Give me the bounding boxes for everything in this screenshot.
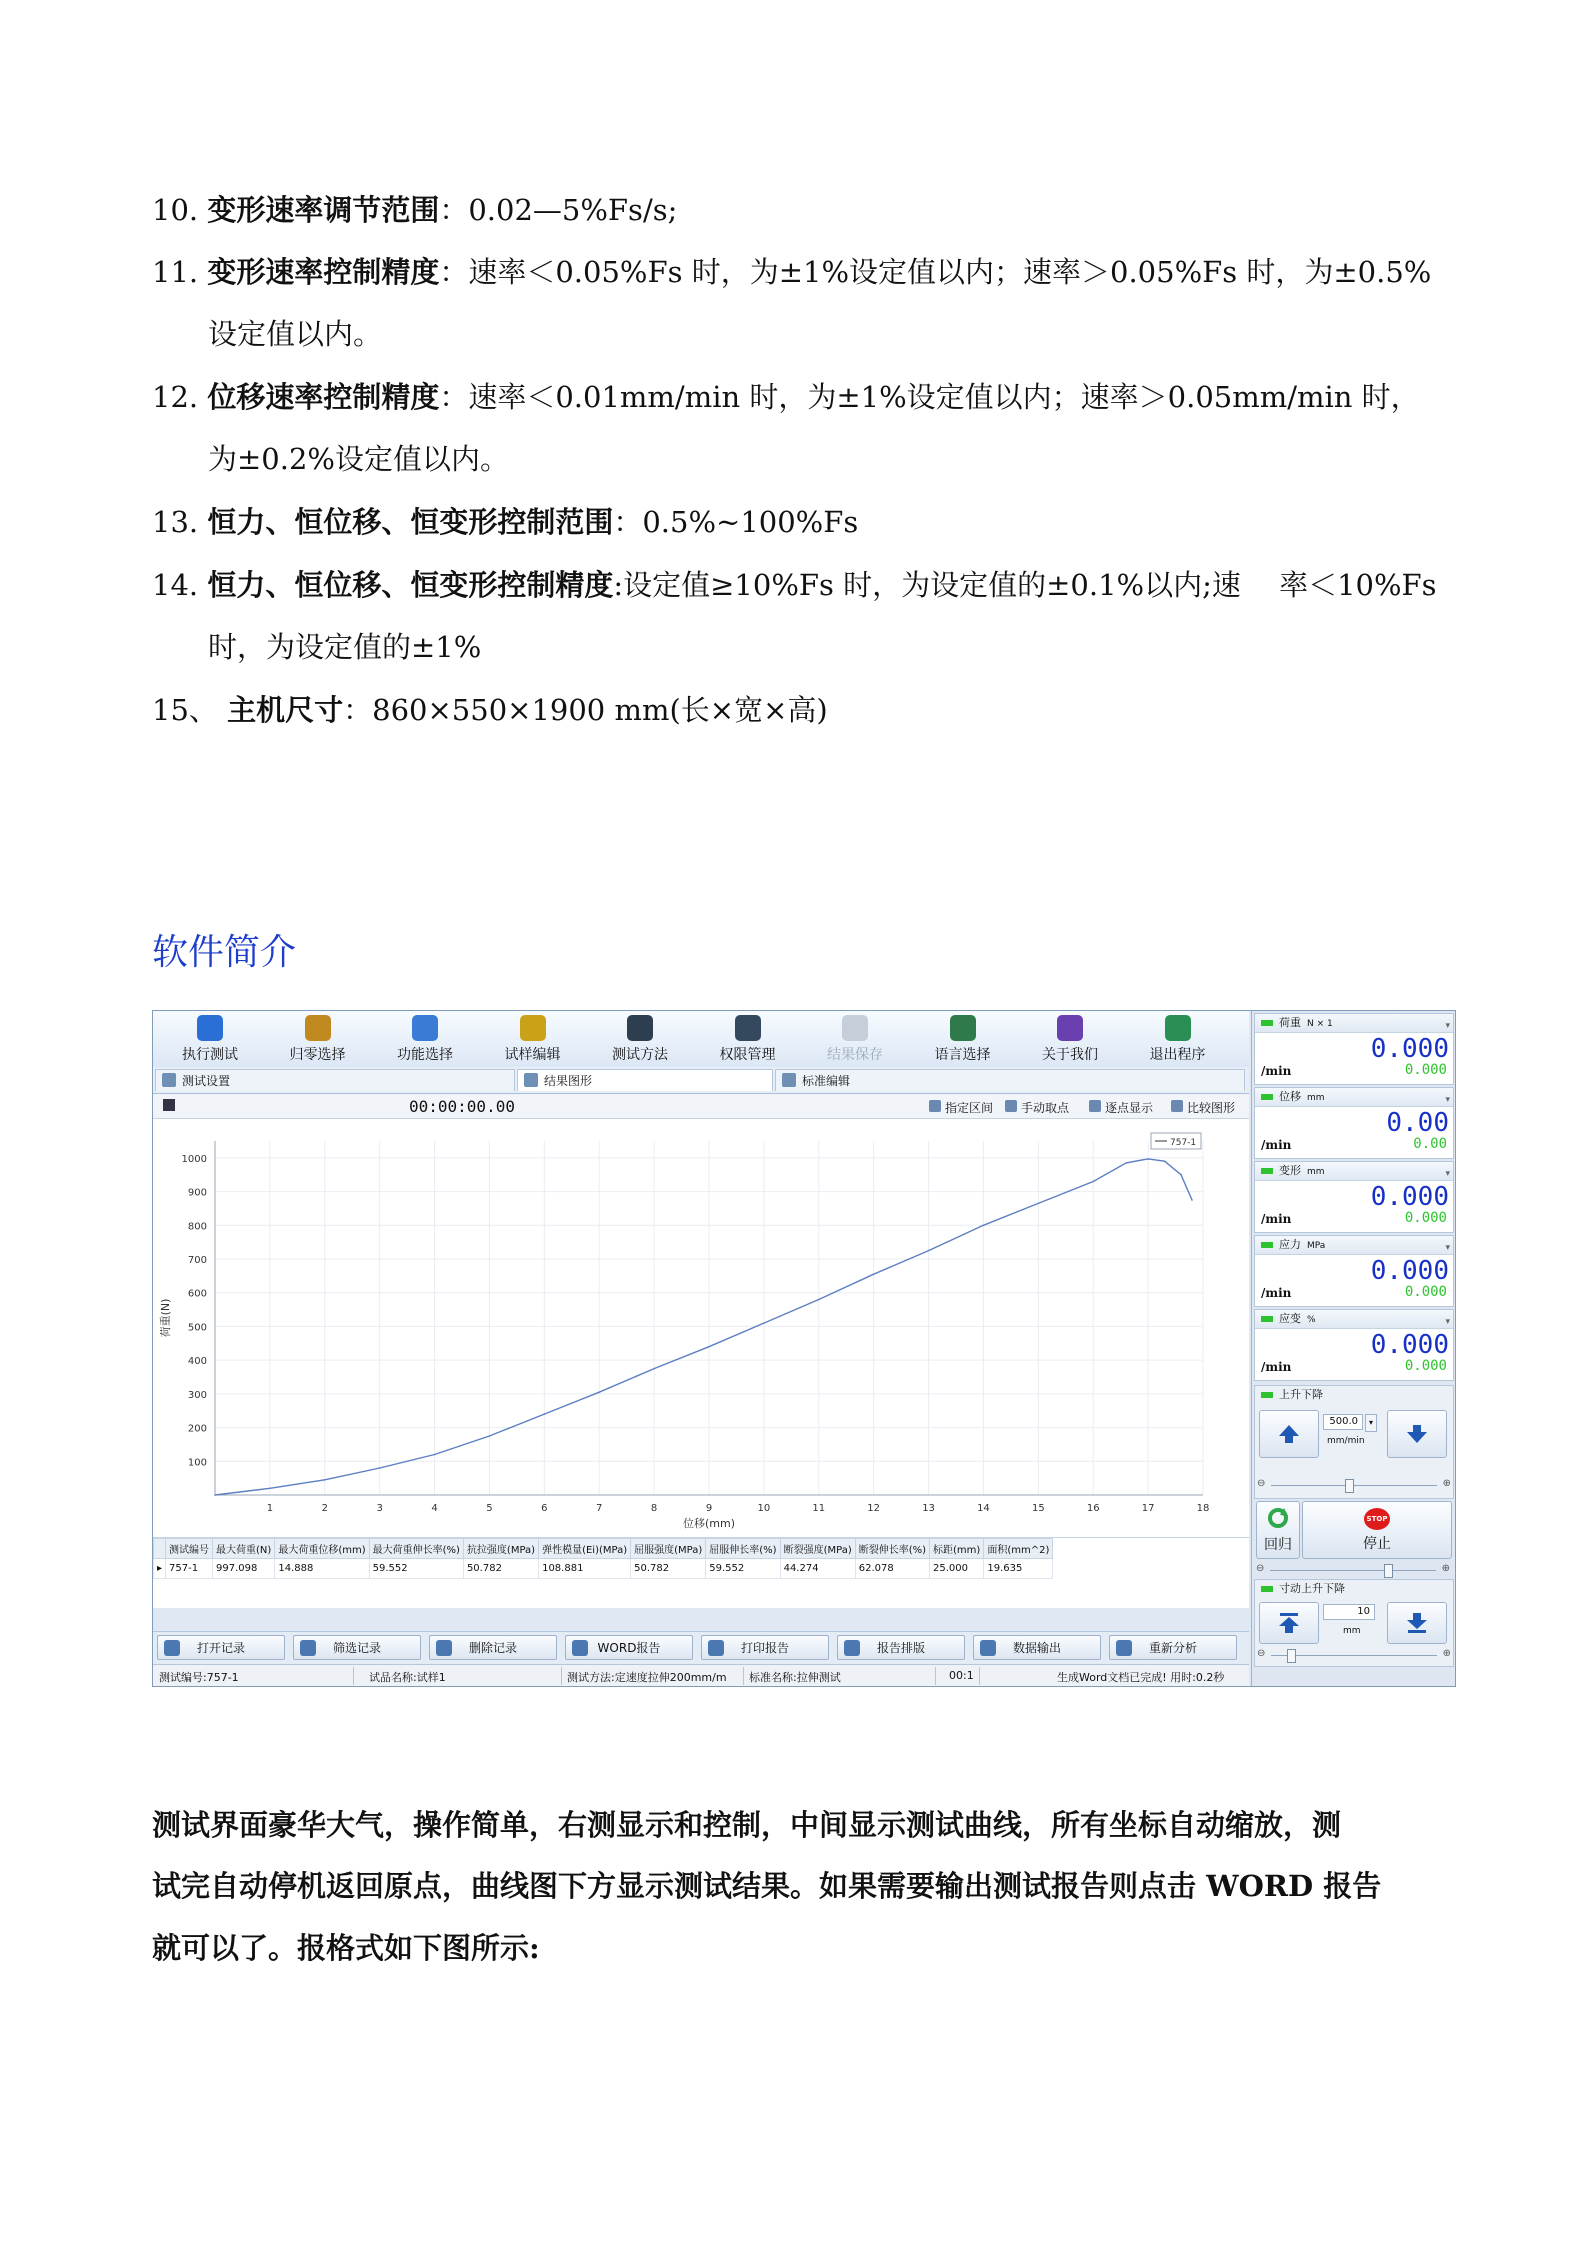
export-icon: [980, 1640, 996, 1656]
tool-label: 逐点显示: [1105, 1101, 1154, 1115]
specify-range-button[interactable]: [929, 1099, 993, 1116]
spec-number: 12.: [152, 380, 199, 414]
action-button-label: 数据输出: [1012, 1641, 1061, 1655]
meter-name: 位移: [1279, 1090, 1301, 1103]
data-point: [1180, 1174, 1182, 1176]
data-point: [928, 1250, 930, 1252]
meter-name: 应变: [1279, 1312, 1301, 1325]
speed-input[interactable]: 500.0: [1323, 1414, 1363, 1430]
jog-slider[interactable]: ⊖ ⊕: [1257, 1648, 1451, 1662]
print-icon: [708, 1640, 724, 1656]
action-button-6[interactable]: [973, 1635, 1101, 1660]
data-point: [983, 1224, 985, 1226]
column-header[interactable]: 最大荷重伸长率(%): [369, 1539, 463, 1559]
y-tick-label: 800: [187, 1221, 207, 1233]
tab-result-graph[interactable]: [517, 1069, 773, 1091]
tab-test-settings[interactable]: [155, 1069, 515, 1091]
spec-label: 位移速率控制精度: [207, 380, 440, 414]
spec-continuation: 设定值以内。: [208, 317, 383, 351]
data-point: [269, 1487, 271, 1489]
tab-label: 测试设置: [182, 1074, 231, 1088]
spec-label: 变形速率调节范围: [207, 193, 440, 227]
spec-text: ：0.5%~100%Fs: [613, 505, 859, 539]
action-button-label: 筛选记录: [332, 1641, 381, 1655]
x-tick-label: 14: [977, 1503, 990, 1514]
toolbar-button-7[interactable]: [918, 1015, 1008, 1065]
return-button[interactable]: 回归: [1256, 1501, 1300, 1559]
tab-bar: [153, 1067, 1249, 1094]
status-led-icon: [1261, 1020, 1273, 1026]
jog-unit: mm: [1343, 1626, 1361, 1636]
section-heading: 软件简介: [152, 932, 297, 973]
status-standard-name: 标准名称:拉伸测试: [749, 1671, 841, 1684]
meter-rate-value: 0.00: [1413, 1136, 1447, 1152]
toolbar-button-3[interactable]: [488, 1015, 578, 1065]
spec-text: :设定值≥10%Fs 时，为设定值的±0.1%以内;速 率＜10%Fs: [613, 568, 1437, 602]
manual-pick-button[interactable]: [1005, 1099, 1069, 1116]
y-tick-label: 600: [187, 1288, 207, 1300]
up-down-section: [1254, 1385, 1454, 1499]
return-icon: [1266, 1506, 1290, 1530]
filter-record-icon: [300, 1640, 316, 1656]
move-up-button[interactable]: [1259, 1410, 1319, 1458]
meter-header[interactable]: [1255, 1310, 1453, 1329]
tab-label: 结果图形: [544, 1074, 593, 1088]
chart-toolbar: [153, 1094, 1249, 1119]
data-point: [324, 1479, 326, 1481]
spec-label: 变形速率控制精度: [207, 255, 440, 289]
table-cell: 997.098: [213, 1559, 275, 1579]
meter-display: [1254, 1161, 1454, 1233]
meter-value: 0.000: [1370, 1256, 1449, 1286]
table-cell: 44.274: [780, 1559, 855, 1579]
test-timer: 00:00:00.00: [409, 1097, 515, 1116]
action-button-label: 打开记录: [196, 1641, 245, 1655]
chevron-down-icon[interactable]: ▾: [1445, 1095, 1450, 1105]
data-point: [214, 1494, 216, 1496]
x-tick-label: 6: [541, 1503, 548, 1514]
standard-edit-icon: [782, 1073, 796, 1087]
status-led-icon: [1261, 1094, 1273, 1100]
x-tick-label: 11: [812, 1503, 826, 1514]
meter-unit: MPa: [1307, 1241, 1326, 1251]
action-button-row: [153, 1631, 1249, 1664]
meter-header[interactable]: [1255, 1088, 1453, 1107]
main-toolbar: [153, 1011, 1249, 1068]
chevron-down-icon[interactable]: ▾: [1445, 1317, 1450, 1327]
meter-unit: mm: [1307, 1093, 1325, 1103]
spec-number: 13.: [152, 505, 199, 539]
data-point: [598, 1391, 600, 1393]
table-cell: 62.078: [855, 1559, 929, 1579]
function-grid-icon: [412, 1015, 438, 1041]
toolbar-button-5[interactable]: [703, 1015, 793, 1065]
column-header[interactable]: 屈服伸长率(%): [706, 1539, 780, 1559]
spec-item-13: [152, 502, 1452, 542]
x-tick-label: 3: [376, 1503, 383, 1514]
toolbar-button-0[interactable]: [165, 1015, 255, 1065]
about-icon: [1057, 1015, 1083, 1041]
column-header[interactable]: 屈服强度(MPa): [631, 1539, 706, 1559]
row-indicator-header: [154, 1539, 166, 1559]
x-tick-label: 9: [705, 1503, 713, 1514]
toolbar-button-label: 功能选择: [397, 1047, 453, 1063]
column-header[interactable]: 抗拉强度(MPa): [463, 1539, 538, 1559]
settings-icon: [162, 1073, 176, 1087]
meter-header[interactable]: [1255, 1162, 1453, 1181]
status-test-method: 测试方法:定速度拉伸200mm/m: [567, 1671, 727, 1684]
x-axis-label: 位移(mm): [682, 1517, 736, 1530]
meter-name: 荷重: [1279, 1016, 1301, 1029]
column-header[interactable]: 最大荷重位移(mm): [275, 1539, 369, 1559]
y-tick-label: 200: [187, 1423, 207, 1435]
jog-down-icon: [1405, 1611, 1429, 1635]
spec-item-14: [152, 565, 1452, 664]
meter-value: 0.000: [1370, 1330, 1449, 1360]
spec-label: 主机尺寸: [227, 693, 344, 727]
table-cell: 50.782: [631, 1559, 706, 1579]
meter-display: [1254, 1309, 1454, 1381]
toolbar-button-label: 权限管理: [719, 1047, 776, 1063]
meter-rate-value: 0.000: [1404, 1210, 1447, 1226]
spec-continuation: 时，为设定值的±1%: [208, 630, 482, 664]
x-tick-label: 8: [650, 1503, 658, 1514]
y-axis-label: 荷重(N): [159, 1298, 172, 1338]
jog-input[interactable]: 10: [1323, 1604, 1375, 1620]
spec-label: 恒力、恒位移、恒变形控制精度: [207, 568, 614, 602]
toolbar-button-1[interactable]: [273, 1015, 363, 1065]
x-tick-label: 5: [486, 1503, 493, 1514]
meter-value: 0.000: [1370, 1182, 1449, 1212]
table-cell: 757-1: [166, 1559, 213, 1579]
meter-name: 变形: [1279, 1164, 1301, 1177]
data-point: [434, 1454, 436, 1456]
action-button-label: 打印报告: [740, 1641, 789, 1655]
delete-record-icon: [436, 1640, 452, 1656]
meter-rate-value: 0.000: [1404, 1062, 1447, 1078]
spec-item-12: [152, 377, 1452, 476]
toolbar-button-9[interactable]: [1133, 1015, 1223, 1065]
move-down-button[interactable]: [1387, 1410, 1447, 1458]
description-line-3: 就可以了。报格式如下图所示:: [152, 1931, 540, 1965]
speed-slider[interactable]: ⊖ ⊕: [1257, 1478, 1451, 1492]
stop-button[interactable]: STOP 停止: [1302, 1501, 1452, 1559]
chevron-down-icon[interactable]: ▾: [1445, 1243, 1450, 1253]
spec-number: 15、: [152, 693, 218, 727]
save-result-icon: [842, 1015, 868, 1041]
y-tick-label: 500: [187, 1322, 207, 1334]
x-tick-label: 4: [431, 1503, 438, 1514]
x-tick-label: 12: [867, 1503, 881, 1514]
spec-text: ：860×550×1900 mm(长×宽×高): [343, 693, 828, 727]
x-tick-label: 17: [1141, 1503, 1155, 1514]
toolbar-button-2[interactable]: [380, 1015, 470, 1065]
status-led-icon: [1261, 1242, 1273, 1248]
table-cell: 14.888: [275, 1559, 369, 1579]
tool-label: 比较图形: [1187, 1101, 1236, 1115]
load-displacement-chart: [153, 1119, 1249, 1537]
action-button-1[interactable]: [293, 1635, 421, 1660]
meter-value: 0.000: [1370, 1034, 1449, 1064]
legend-label: 757-1: [1170, 1138, 1197, 1148]
action-button-label: 重新分析: [1148, 1641, 1197, 1655]
column-header[interactable]: 面积(mm^2): [984, 1539, 1053, 1559]
speed-unit: mm/min: [1327, 1436, 1365, 1446]
x-tick-label: 15: [1031, 1503, 1045, 1514]
data-point: [873, 1273, 875, 1275]
row-pointer-icon: ▸: [154, 1559, 166, 1579]
meter-value: 0.00: [1386, 1108, 1449, 1138]
action-button-0[interactable]: [157, 1635, 285, 1660]
column-header[interactable]: 测试编号: [166, 1539, 213, 1559]
status-message: 生成Word文档已完成! 用时:0.2秒: [1057, 1671, 1225, 1684]
toolbar-button-label: 测试方法: [612, 1047, 668, 1063]
meter-unit: mm: [1307, 1167, 1325, 1177]
balance-scale-icon: [305, 1015, 331, 1041]
results-table: [153, 1538, 1249, 1608]
column-header[interactable]: 断裂强度(MPa): [780, 1539, 855, 1559]
status-led-icon: [1261, 1316, 1273, 1322]
chevron-down-icon[interactable]: ▾: [1445, 1021, 1450, 1031]
chart-icon: [524, 1073, 538, 1087]
speed-spin-icon[interactable]: ▾: [1365, 1414, 1377, 1432]
status-specimen-name: 试品名称:试样1: [369, 1671, 446, 1684]
toolbar-button-label: 退出程序: [1149, 1047, 1206, 1063]
data-point: [1147, 1158, 1149, 1160]
description-line-2: 试完自动停机返回原点，曲线图下方显示测试结果。如果需要输出测试报告则点击 WORD 报告: [152, 1869, 1382, 1903]
jog-section: [1254, 1579, 1454, 1667]
data-point: [763, 1322, 765, 1324]
status-counter: 00:1: [949, 1669, 974, 1682]
position-slider[interactable]: ⊖ ⊕: [1256, 1563, 1450, 1577]
status-led-icon: [1261, 1168, 1273, 1174]
toolbar-button-label: 试样编辑: [504, 1047, 561, 1063]
data-point: [489, 1435, 491, 1437]
action-button-label: 删除记录: [468, 1641, 517, 1655]
up-arrow-icon: [1277, 1422, 1301, 1446]
x-tick-label: 16: [1086, 1503, 1100, 1514]
data-point: [1038, 1203, 1040, 1205]
open-record-icon: [164, 1640, 180, 1656]
x-tick-label: 1: [266, 1503, 274, 1514]
meter-display: [1254, 1235, 1454, 1307]
tab-label: 标准编辑: [802, 1074, 851, 1088]
action-button-2[interactable]: [429, 1635, 557, 1660]
toolbar-button-6[interactable]: [810, 1015, 900, 1065]
data-point: [653, 1368, 655, 1370]
spec-item-11: [152, 252, 1452, 351]
compare-graph-button[interactable]: [1171, 1099, 1235, 1116]
data-point: [1191, 1199, 1193, 1201]
table-cell: 50.782: [463, 1559, 538, 1579]
action-button-4[interactable]: [701, 1635, 829, 1660]
spec-number: 11.: [152, 255, 199, 289]
spec-text: ：0.02—5%Fs/s;: [439, 193, 678, 227]
stop-sign-icon: STOP: [1364, 1508, 1390, 1530]
specimen-edit-icon: [520, 1015, 546, 1041]
spec-text: ：速率＜0.01mm/min 时，为±1%设定值以内；速率＞0.05mm/min 时，: [439, 380, 1420, 414]
status-bar: [153, 1664, 1249, 1687]
table-cell: 59.552: [369, 1559, 463, 1579]
spec-number: 10.: [152, 193, 199, 227]
toolbar-button-4[interactable]: [595, 1015, 685, 1065]
layout-icon: [844, 1640, 860, 1656]
meter-name: 应力: [1279, 1238, 1301, 1251]
table-row[interactable]: [154, 1559, 1053, 1579]
data-point: [818, 1299, 820, 1301]
action-button-3[interactable]: [565, 1635, 693, 1660]
toolbar-button-label: 归零选择: [289, 1047, 346, 1063]
x-tick-label: 18: [1196, 1503, 1210, 1514]
y-tick-label: 700: [187, 1255, 207, 1266]
points-icon: [1089, 1100, 1101, 1112]
down-arrow-icon: [1405, 1422, 1429, 1446]
spec-continuation: 为±0.2%设定值以内。: [208, 442, 509, 476]
y-tick-label: 1000: [181, 1153, 207, 1165]
table-cell: 59.552: [706, 1559, 780, 1579]
meter-unit: %: [1307, 1315, 1316, 1325]
data-point: [1092, 1181, 1094, 1183]
method-flow-icon: [627, 1015, 653, 1041]
jog-up-icon: [1277, 1611, 1301, 1635]
save-icon[interactable]: [163, 1099, 175, 1111]
point-display-button[interactable]: [1089, 1099, 1153, 1116]
y-tick-label: 300: [187, 1389, 207, 1401]
hand-icon: [1005, 1100, 1017, 1112]
y-tick-label: 400: [187, 1356, 207, 1368]
column-header[interactable]: 弹性模量(Ei)(MPa): [539, 1539, 631, 1559]
status-test-id: 测试编号:757-1: [159, 1671, 239, 1684]
action-button-7[interactable]: [1109, 1635, 1237, 1660]
column-header[interactable]: 最大荷重(N): [213, 1539, 275, 1559]
data-point: [379, 1467, 381, 1469]
jog-up-button[interactable]: [1259, 1602, 1319, 1644]
exit-door-icon: [1165, 1015, 1191, 1041]
tool-label: 指定区间: [945, 1101, 994, 1115]
jog-down-button[interactable]: [1387, 1602, 1447, 1644]
y-tick-label: 100: [187, 1457, 207, 1469]
users-icon: [735, 1015, 761, 1041]
meter-rate-unit: /min: [1261, 1286, 1292, 1300]
column-header[interactable]: 标距(mm): [930, 1539, 984, 1559]
x-tick-label: 2: [321, 1503, 328, 1514]
toolbar-button-label: 关于我们: [1042, 1047, 1098, 1063]
meter-rate-value: 0.000: [1404, 1358, 1447, 1374]
x-tick-label: 10: [757, 1503, 771, 1514]
language-head-icon: [950, 1015, 976, 1041]
meter-rate-value: 0.000: [1404, 1284, 1447, 1300]
run-test-icon: [197, 1015, 223, 1041]
table-cell: 108.881: [539, 1559, 631, 1579]
spec-number: 14.: [152, 568, 199, 602]
spec-item-15: [152, 690, 1452, 730]
action-button-label: 报告排版: [876, 1641, 925, 1655]
table-cell: 19.635: [984, 1559, 1053, 1579]
meter-header[interactable]: [1255, 1014, 1453, 1033]
action-button-5[interactable]: [837, 1635, 965, 1660]
spec-text: ：速率＜0.05%Fs 时，为±1%设定值以内；速率＞0.05%Fs 时，为±0.5%: [439, 255, 1432, 289]
result-chart: [153, 1119, 1249, 1538]
reanalyze-icon: [1116, 1640, 1132, 1656]
spec-label: 恒力、恒位移、恒变形控制范围: [207, 505, 614, 539]
section-title: 寸动上升下降: [1255, 1580, 1453, 1598]
data-point: [708, 1346, 710, 1348]
toolbar-button-8[interactable]: [1025, 1015, 1115, 1065]
column-header[interactable]: 断裂伸长率(%): [855, 1539, 929, 1559]
data-point: [544, 1413, 546, 1415]
meter-header[interactable]: [1255, 1236, 1453, 1255]
compare-icon: [1171, 1100, 1183, 1112]
action-button-label: WORD报告: [597, 1641, 661, 1655]
tab-standard-edit[interactable]: [775, 1069, 1245, 1091]
x-tick-label: 7: [596, 1503, 603, 1514]
chevron-down-icon[interactable]: ▾: [1445, 1169, 1450, 1179]
tool-label: 手动取点: [1021, 1101, 1070, 1115]
software-window: [152, 1010, 1456, 1687]
toolbar-button-label: 执行测试: [182, 1047, 238, 1063]
meter-display: [1254, 1087, 1454, 1159]
data-point: [1164, 1160, 1166, 1162]
series-line: [215, 1159, 1192, 1495]
toolbar-button-label: 结果保存: [827, 1047, 883, 1063]
control-panel: [1251, 1011, 1456, 1686]
toolbar-button-label: 语言选择: [934, 1047, 991, 1063]
meter-rate-unit: /min: [1261, 1212, 1292, 1226]
word-report-icon: [572, 1640, 588, 1656]
table-cell: 25.000: [930, 1559, 984, 1579]
data-point: [1125, 1162, 1127, 1164]
range-icon: [929, 1100, 941, 1112]
meter-rate-unit: /min: [1261, 1064, 1292, 1078]
meter-unit: N × 1: [1307, 1019, 1333, 1029]
meter-display: [1254, 1013, 1454, 1085]
y-tick-label: 900: [187, 1187, 207, 1199]
meter-rate-unit: /min: [1261, 1138, 1292, 1152]
x-tick-label: 13: [922, 1503, 935, 1514]
description-line-1: 测试界面豪华大气，操作简单，右测显示和控制，中间显示测试曲线，所有坐标自动缩放，测: [152, 1808, 1342, 1842]
meter-rate-unit: /min: [1261, 1360, 1292, 1374]
section-title: 上升下降: [1255, 1386, 1453, 1404]
spec-item-10: [152, 190, 1452, 230]
